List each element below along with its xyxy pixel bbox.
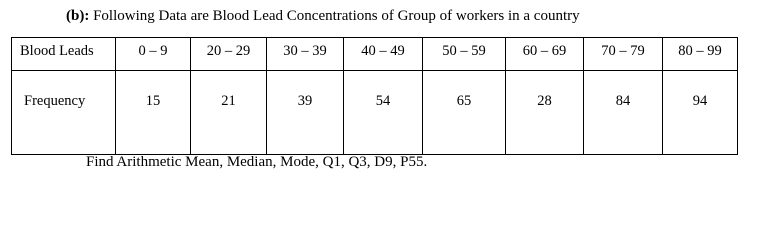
table-row-blood-leads [12,38,738,71]
frequency-cell: 65 [423,71,506,155]
frequency-cell: 15 [116,71,191,155]
frequency-table [11,37,738,155]
class-interval-cell: 80 – 99 [663,38,738,71]
row-label-frequency: Frequency [12,71,116,155]
table-row-frequency [12,71,738,155]
problem-statement: Following Data are Blood Lead Concentrations of Group of workers in a country [89,8,580,24]
class-interval-cell: 0 – 9 [116,38,191,71]
frequency-cell: 21 [191,71,267,155]
problem-label: (b): [66,8,90,24]
class-interval-cell: 40 – 49 [344,38,423,71]
frequency-cell: 84 [584,71,663,155]
row-label-blood-leads: Blood Leads [12,38,116,71]
problem-heading [66,6,580,26]
class-interval-cell: 50 – 59 [423,38,506,71]
frequency-cell: 94 [663,71,738,155]
class-interval-cell: 60 – 69 [506,38,584,71]
question-instruction: Find Arithmetic Mean, Median, Mode, Q1, Q3, D9, P55. [86,154,428,170]
frequency-cell: 39 [267,71,344,155]
frequency-cell: 54 [344,71,423,155]
class-interval-cell: 70 – 79 [584,38,663,71]
class-interval-cell: 20 – 29 [191,38,267,71]
class-interval-cell: 30 – 39 [267,38,344,71]
frequency-cell: 28 [506,71,584,155]
